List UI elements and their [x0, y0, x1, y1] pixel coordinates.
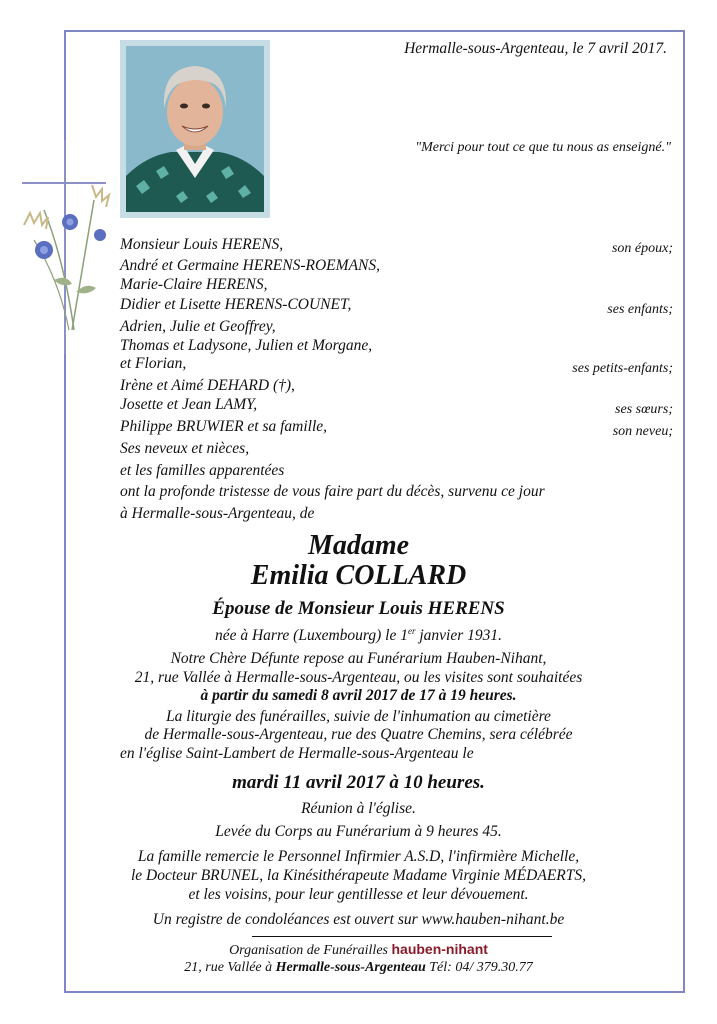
reunion-line: Réunion à l'église.	[301, 800, 416, 817]
address-prefix: 21, rue Vallée à	[184, 960, 273, 975]
footer-separator	[252, 936, 552, 937]
portrait-frame	[120, 40, 270, 218]
family-line: Marie-Claire HERENS,	[120, 276, 268, 293]
liturgy-line-1: La liturgie des funérailles, suivie de l'inhumation au cimetière	[166, 708, 551, 725]
birth-prefix: née à Harre (Luxembourg) le 1	[214, 627, 408, 645]
family-line: et les familles apparentées	[120, 462, 285, 479]
portrait-photo	[126, 46, 264, 212]
relation-sisters: ses sœurs;	[615, 402, 673, 417]
footer-organisation	[0, 941, 717, 959]
repose-line-1: Notre Chère Défunte repose au Funérarium Hauben-Nihant,	[170, 650, 547, 667]
footer-address	[0, 960, 717, 976]
relation-children: ses enfants;	[607, 302, 673, 317]
birth-ordinal: er	[407, 626, 416, 636]
ceremony-date: mardi 11 avril 2017 à 10 heures.	[232, 772, 485, 793]
place-date: Hermalle-sous-Argenteau, le 7 avril 2017.	[404, 40, 667, 57]
repose-line-2: 21, rue Vallée à Hermalle-sous-Argenteau, ou les visites sont souhaitées	[134, 669, 583, 686]
family-line: Philippe BRUWIER et sa famille,	[120, 418, 328, 435]
family-line: André et Germaine HERENS-ROEMANS,	[120, 257, 380, 274]
address-town: Hermalle-sous-Argenteau	[275, 960, 426, 975]
relation-nephew: son neveu;	[612, 424, 673, 439]
liturgy-line-2: de Hermalle-sous-Argenteau, rue des Quatre Chemins, sera célébrée	[144, 726, 573, 743]
deceased-title: Madame	[307, 530, 410, 561]
relation-grandchildren: ses petits-enfants;	[572, 361, 673, 376]
family-line: Ses neveux et nièces,	[120, 440, 250, 457]
levee-line: Levée du Corps au Funérarium à 9 heures 45.	[215, 823, 502, 840]
visits-line: à partir du samedi 8 avril 2017 de 17 à 19 heures.	[200, 687, 517, 704]
family-line: Didier et Lisette HERENS-COUNET,	[120, 296, 352, 313]
spouse-line: Épouse de Monsieur Louis HERENS	[212, 598, 505, 619]
birth-line	[0, 626, 717, 645]
family-line: Josette et Jean LAMY,	[120, 396, 258, 413]
family-line: Thomas et Ladysone, Julien et Morgane,	[120, 337, 373, 354]
family-line: Irène et Aimé DEHARD (†),	[120, 377, 295, 394]
thanks-line-1: La famille remercie le Personnel Infirmier A.S.D, l'infirmière Michelle,	[137, 848, 580, 865]
org-prefix: Organisation de Funérailles	[229, 943, 388, 958]
family-line: Monsieur Louis HERENS,	[120, 236, 284, 253]
registry-line: Un registre de condoléances est ouvert sur www.hauben-nihant.be	[152, 911, 565, 928]
phone-number: Tél: 04/ 379.30.77	[429, 960, 533, 975]
family-line: ont la profonde tristesse de vous faire part du décès, survenu ce jour	[120, 483, 545, 500]
thanks-line-2: le Docteur BRUNEL, la Kinésithérapeute Madame Virginie MÉDAERTS,	[130, 867, 587, 884]
memorial-quote: "Merci pour tout ce que tu nous as enseigné."	[415, 140, 671, 155]
relation-spouse: son époux;	[611, 241, 673, 256]
deceased-name: Emilia COLLARD	[250, 560, 467, 591]
thanks-line-3: et les voisins, pour leur gentillesse et leur dévouement.	[188, 886, 529, 903]
birth-suffix: janvier 1931.	[415, 627, 503, 645]
cornflower-wheat-icon	[14, 180, 124, 340]
brand-logo: hauben-nihant	[391, 941, 488, 957]
liturgy-line-3: en l'église Saint-Lambert de Hermalle-sous-Argenteau le	[120, 745, 474, 762]
family-line: Adrien, Julie et Geoffrey,	[120, 318, 276, 335]
family-line: à Hermalle-sous-Argenteau, de	[120, 505, 315, 522]
family-line: et Florian,	[120, 355, 187, 372]
